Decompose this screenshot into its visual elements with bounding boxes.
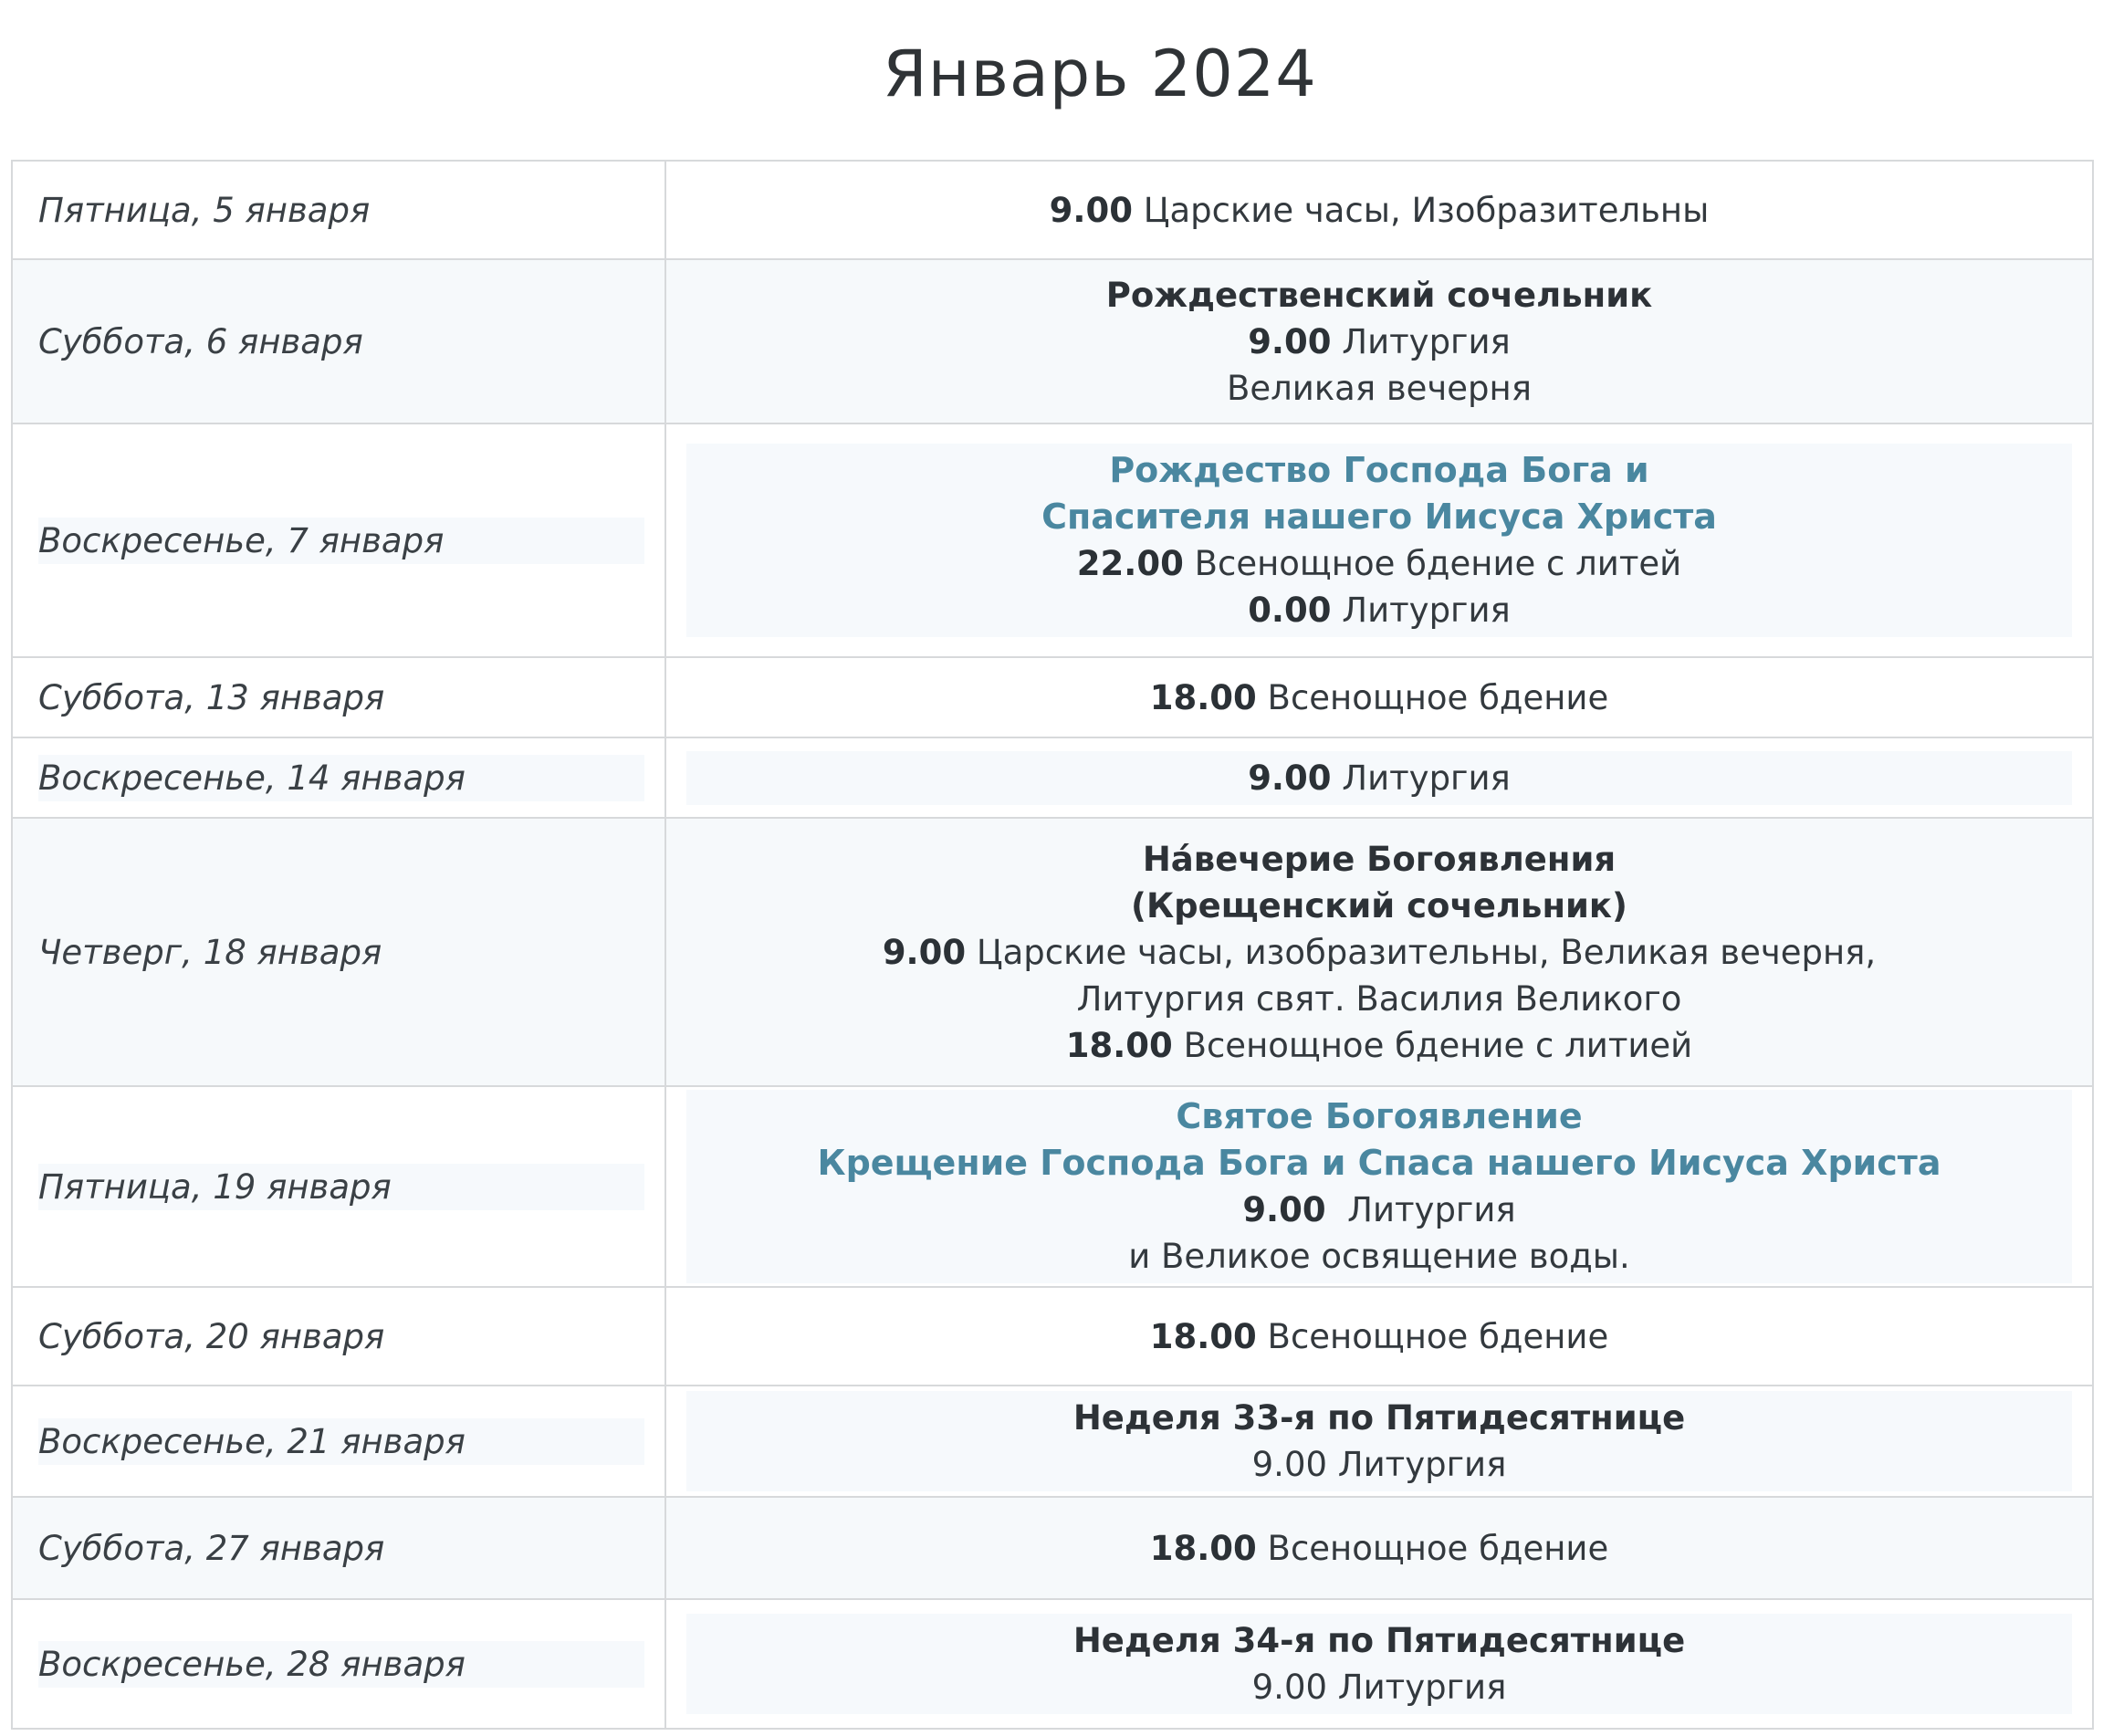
schedule-row: [12, 424, 2093, 657]
service-time: 18.00: [1065, 1025, 1173, 1065]
service-line: [666, 1525, 2092, 1572]
service-line: [686, 755, 2072, 801]
date-label: Воскресенье, 7 января: [38, 518, 644, 564]
date-label: Воскресенье, 14 января: [38, 755, 644, 801]
service-text: Литургия: [1331, 758, 1511, 798]
event-cell: [665, 1386, 2093, 1497]
event-content: [666, 1525, 2092, 1572]
service-text: Царские часы, изобразительны, Великая вечерня,: [966, 932, 1877, 972]
event-cell: [665, 1086, 2093, 1287]
service-line: [686, 1664, 2072, 1710]
date-cell: [12, 259, 665, 424]
schedule-row: [12, 1086, 2093, 1287]
date-cell: [12, 161, 665, 259]
date-cell: [12, 1599, 665, 1729]
service-time: 9.00: [1242, 1190, 1326, 1229]
date-cell: [12, 1386, 665, 1497]
event-cell: [665, 1287, 2093, 1386]
event-cell: [665, 1599, 2093, 1729]
service-time: 18.00: [1149, 677, 1257, 717]
feast-title: Святое Богоявление: [1176, 1096, 1583, 1136]
date-cell: [12, 657, 665, 737]
service-text: Литургия свят. Василия Великого: [1076, 978, 1682, 1019]
service-line: [686, 587, 2072, 633]
event-cell: [665, 657, 2093, 737]
date-cell: [12, 424, 665, 657]
event-content: [686, 1614, 2072, 1714]
schedule-row: [12, 1599, 2093, 1729]
service-text: Всенощное бдение: [1256, 1528, 1609, 1568]
event-content: [666, 272, 2092, 412]
service-text: 9.00 Литургия: [1251, 1668, 1507, 1707]
page-title: Январь 2024: [883, 37, 1317, 111]
service-line: [666, 929, 2092, 976]
event-cell: [665, 1497, 2093, 1599]
date-label: Суббота, 6 января: [38, 321, 363, 361]
event-content: [666, 675, 2092, 721]
schedule-row: [12, 1287, 2093, 1386]
event-content: [666, 187, 2092, 234]
date-label: Суббота, 13 января: [38, 677, 385, 717]
service-text: Великая вечерня: [1226, 368, 1532, 408]
service-text: Литургия: [1325, 1190, 1516, 1229]
day-heading: Рождественский сочельник: [1105, 275, 1653, 315]
service-line: [686, 1441, 2072, 1488]
schedule-row: [12, 818, 2093, 1086]
schedule-row: [12, 161, 2093, 259]
date-label: Пятница, 5 января: [38, 190, 371, 230]
service-text: Литургия: [1331, 591, 1511, 630]
date-label: Пятница, 19 января: [38, 1164, 644, 1210]
date-cell: [12, 818, 665, 1086]
date-label: Воскресенье, 21 января: [38, 1418, 644, 1465]
service-text: Литургия: [1331, 321, 1511, 361]
feast-title: Рождество Господа Бога и: [1109, 450, 1649, 490]
event-content: [686, 1090, 2072, 1283]
event-content: [686, 444, 2072, 637]
service-time: 0.00: [1248, 591, 1332, 630]
service-text: Всенощное бдение с литией: [1172, 1025, 1693, 1065]
service-line: [686, 1233, 2072, 1280]
event-content: [686, 751, 2072, 805]
schedule-table: [11, 160, 2094, 1730]
date-label: Суббота, 20 января: [38, 1316, 385, 1356]
service-line: [666, 675, 2092, 721]
service-line: [666, 365, 2092, 412]
day-heading: (Крещенский сочельник): [1131, 885, 1627, 926]
date-label: Четверг, 18 января: [38, 932, 382, 972]
service-line: [666, 187, 2092, 234]
service-line: [666, 319, 2092, 365]
event-cell: [665, 424, 2093, 657]
service-time: 18.00: [1149, 1528, 1257, 1568]
date-label: Воскресенье, 28 января: [38, 1641, 644, 1688]
schedule-row: [12, 657, 2093, 737]
service-line: [666, 976, 2092, 1022]
event-content: [666, 1313, 2092, 1360]
schedule-row: [12, 1497, 2093, 1599]
day-heading: На́вечерие Богоявления: [1142, 839, 1616, 879]
event-content: [686, 1391, 2072, 1491]
day-heading: Неделя 34-я по Пятидесятнице: [1072, 1621, 1686, 1660]
service-time: 9.00: [1248, 758, 1332, 798]
service-time: 22.00: [1076, 544, 1184, 583]
schedule-body: [12, 161, 2093, 1729]
event-cell: [665, 818, 2093, 1086]
event-cell: [665, 161, 2093, 259]
date-cell: [12, 1086, 665, 1287]
service-text: и Великое освящение воды.: [1128, 1237, 1630, 1276]
service-text: Всенощное бдение: [1256, 1316, 1609, 1356]
event-content: [666, 836, 2092, 1069]
service-line: [666, 1313, 2092, 1360]
service-text: Царские часы, Изобразительны: [1132, 190, 1710, 230]
service-text: Всенощное бдение: [1256, 677, 1609, 717]
day-heading: Неделя 33-я по Пятидесятнице: [1072, 1398, 1686, 1438]
service-line: [666, 1022, 2092, 1069]
event-cell: [665, 259, 2093, 424]
date-cell: [12, 1287, 665, 1386]
service-line: [686, 540, 2072, 587]
feast-title: Спасителя нашего Иисуса Христа: [1041, 497, 1717, 537]
date-cell: [12, 737, 665, 818]
service-line: [686, 1187, 2072, 1233]
schedule-row: [12, 1386, 2093, 1497]
service-text: 9.00 Литургия: [1251, 1445, 1507, 1484]
service-time: 9.00: [1049, 190, 1133, 230]
date-cell: [12, 1497, 665, 1599]
schedule-row: [12, 259, 2093, 424]
service-time: 9.00: [882, 932, 967, 972]
feast-title: Крещение Господа Бога и Спаса нашего Иисуса Христа: [817, 1143, 1941, 1183]
event-cell: [665, 737, 2093, 818]
service-time: 9.00: [1248, 321, 1332, 361]
service-time: 18.00: [1149, 1316, 1257, 1356]
service-text: Всенощное бдение с литей: [1183, 544, 1682, 583]
schedule-row: [12, 737, 2093, 818]
date-label: Суббота, 27 января: [38, 1528, 385, 1568]
